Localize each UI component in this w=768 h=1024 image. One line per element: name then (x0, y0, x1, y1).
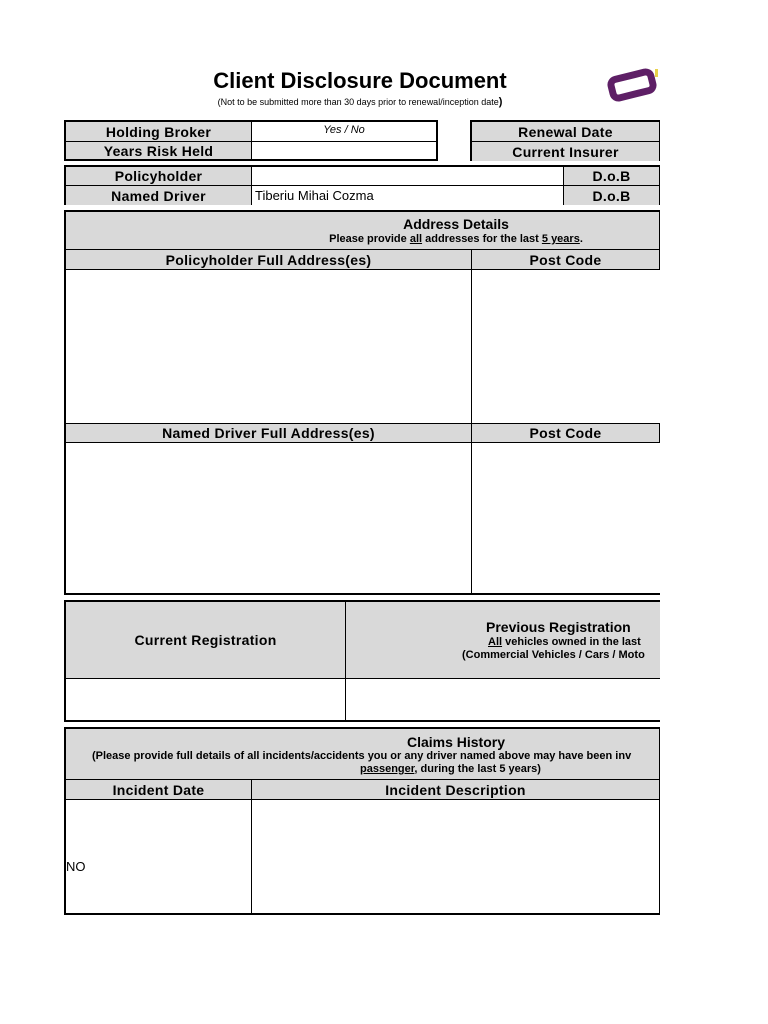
holding-broker-field[interactable]: Yes / No (252, 122, 436, 142)
current-insurer-label: Current Insurer (472, 142, 660, 161)
policyholder-postcode-field[interactable] (472, 270, 660, 423)
holding-broker-label: Holding Broker (66, 122, 252, 142)
previous-registration-field[interactable] (346, 679, 660, 720)
page-subtitle (150, 96, 570, 108)
address-details-subtitle: Please provide all addresses for the last 5 years. (329, 233, 583, 245)
policyholder-address-header: Policyholder Full Address(es) (66, 250, 472, 270)
named-driver-field[interactable]: Tiberiu Mihai Cozma (252, 186, 564, 205)
current-registration-field[interactable] (66, 679, 346, 720)
address-details-title: Address Details (403, 216, 509, 232)
current-registration-label: Current Registration (66, 602, 346, 679)
policyholder-label: Policyholder (66, 167, 252, 186)
claims-header (66, 729, 660, 780)
incident-description-field[interactable] (252, 800, 660, 913)
page-title: Client Disclosure Document (213, 68, 507, 93)
broker-table (64, 120, 438, 161)
claims-sub-line2: passenger, during the last 5 years) (360, 763, 541, 775)
address-details-header (66, 212, 660, 250)
incident-date-header: Incident Date (66, 780, 252, 800)
subtitle-close: ) (498, 96, 503, 108)
named-driver-dob-label: D.o.B (564, 186, 660, 205)
brand-logo-icon (606, 68, 658, 102)
policyholder-postcode-header: Post Code (472, 250, 660, 270)
years-risk-held-field[interactable] (252, 142, 436, 159)
previous-registration-sub2: (Commercial Vehicles / Cars / Moto (462, 649, 645, 661)
policyholder-dob-label: D.o.B (564, 167, 660, 186)
claims-title: Claims History (406, 734, 506, 750)
claims-sub-line1: (Please provide full details of all incidents/accidents you or any driver named above may have been inv (92, 750, 632, 762)
previous-registration-sub: All vehicles owned in the last (488, 636, 641, 648)
subtitle-text: (Not to be submitted more than 30 days prior to renewal/inception date (217, 97, 499, 107)
previous-registration-title: Previous Registration (486, 619, 631, 635)
years-risk-held-label: Years Risk Held (66, 142, 252, 159)
policyholder-field[interactable] (252, 167, 564, 186)
named-driver-address-header: Named Driver Full Address(es) (66, 423, 472, 443)
incident-date-value: NO (66, 859, 86, 874)
incident-date-field[interactable] (66, 800, 252, 913)
previous-registration-header (346, 602, 660, 679)
renewal-date-label: Renewal Date (472, 122, 660, 142)
named-driver-address-field[interactable] (66, 443, 472, 593)
incident-description-header: Incident Description (252, 780, 660, 800)
named-driver-postcode-field[interactable] (472, 443, 660, 593)
page-right-edge (660, 0, 768, 1024)
named-driver-label: Named Driver (66, 186, 252, 205)
named-driver-postcode-header: Post Code (472, 423, 660, 443)
policyholder-address-field[interactable] (66, 270, 472, 423)
